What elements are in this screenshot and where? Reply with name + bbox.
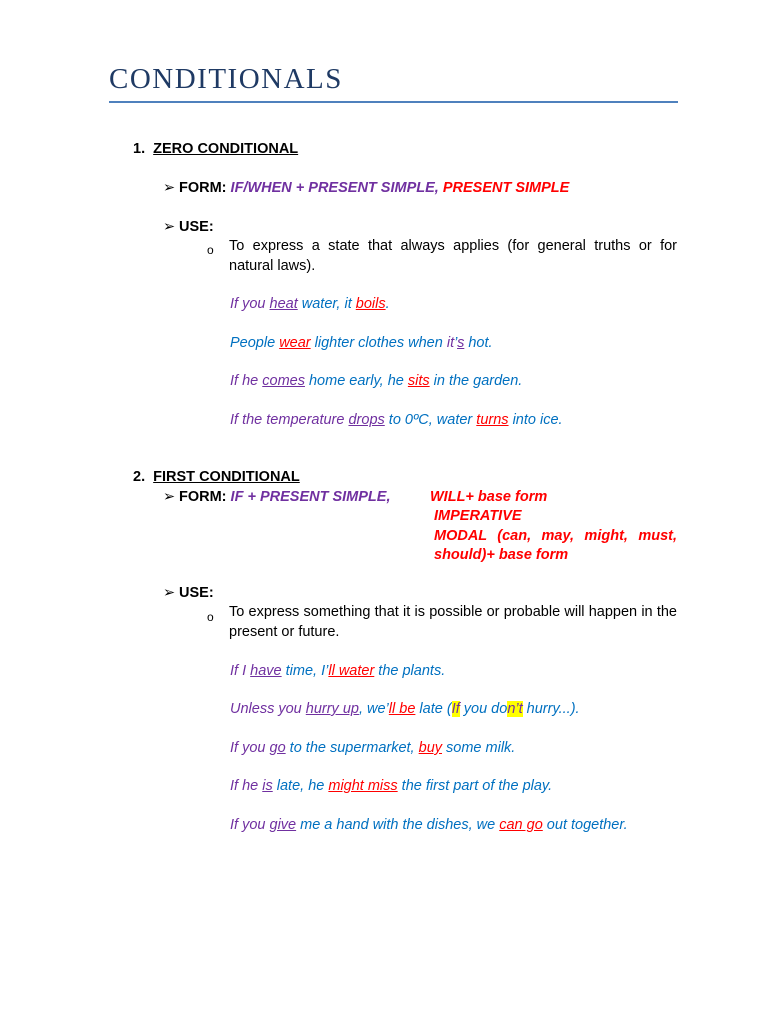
verb-highlight: have	[250, 663, 282, 679]
sentence-fragment: ’	[454, 335, 458, 351]
verb-highlight: comes	[262, 373, 305, 389]
example-sentence	[230, 739, 515, 757]
sentence-fragment: to 0ºC, water	[384, 412, 477, 428]
example-sentence	[230, 334, 493, 352]
arrow-bullet-icon: ➢	[163, 489, 176, 505]
form-result: PRESENT SIMPLE	[442, 180, 570, 196]
example-sentence	[230, 816, 628, 834]
title-divider	[109, 101, 678, 103]
form-condition: IF/WHEN + PRESENT SIMPLE,	[230, 180, 439, 196]
arrow-bullet-icon: ➢	[163, 219, 176, 235]
sentence-fragment: me a hand with the dishes, we	[296, 817, 500, 833]
sentence-fragment: water, it	[297, 296, 356, 312]
verb-highlight: might miss	[328, 778, 398, 794]
sentence-fragment: time, I’	[281, 663, 329, 679]
sentence-fragment: Unless you	[230, 701, 306, 717]
arrow-bullet-icon: ➢	[163, 180, 176, 196]
verb-highlight: heat	[269, 296, 298, 312]
use-description: To express a state that always applies (for general truths or for natural laws).	[229, 238, 677, 274]
sentence-fragment: late, he	[272, 778, 329, 794]
sentence-fragment: People	[230, 335, 280, 351]
sentence-fragment: .	[385, 296, 390, 312]
verb-highlight: ll be	[388, 701, 416, 717]
sentence-fragment: it	[446, 335, 455, 351]
verb-highlight: buy	[418, 740, 443, 756]
section-number: 1.	[133, 141, 146, 157]
sentence-fragment: n’t	[507, 701, 523, 717]
sentence-fragment: you do	[459, 701, 508, 717]
verb-highlight: boils	[355, 296, 386, 312]
verb-highlight: s	[457, 335, 465, 351]
use-line	[163, 218, 214, 236]
form-condition: IF + PRESENT SIMPLE,	[230, 489, 391, 505]
sentence-fragment: hurry...).	[522, 701, 580, 717]
section-title: ZERO CONDITIONAL	[153, 141, 299, 157]
use-label: USE:	[179, 585, 214, 601]
verb-highlight: is	[262, 778, 273, 794]
sentence-fragment: If the temperature	[230, 412, 349, 428]
sentence-fragment: If you	[230, 296, 270, 312]
form-result-will: WILL+ base form	[430, 489, 548, 505]
sentence-fragment: If	[451, 701, 460, 717]
sentence-fragment: the plants.	[374, 663, 446, 679]
sentence-fragment: hot.	[464, 335, 493, 351]
form-result-modal: MODAL (can, may, might, must,	[434, 528, 677, 544]
sentence-fragment: If you	[230, 817, 270, 833]
sentence-fragment: If he	[230, 373, 263, 389]
verb-highlight: hurry up	[305, 701, 359, 717]
verb-highlight: drops	[348, 412, 385, 428]
example-sentence	[230, 372, 522, 390]
form-result-modal-cont: should)+ base form	[434, 547, 569, 563]
section-title: FIRST CONDITIONAL	[153, 469, 300, 485]
sentence-fragment: home early, he	[304, 373, 408, 389]
form-result-imperative: IMPERATIVE	[434, 508, 522, 524]
form-label: FORM:	[179, 489, 227, 505]
section-heading-first-conditional	[133, 468, 300, 486]
example-sentence	[230, 777, 552, 795]
example-sentence	[230, 411, 563, 429]
arrow-bullet-icon: ➢	[163, 585, 176, 601]
page-title: CONDITIONALS	[109, 63, 343, 95]
form-label: FORM:	[179, 180, 227, 196]
section-number: 2.	[133, 469, 146, 485]
sentence-fragment: some milk.	[442, 740, 516, 756]
sentence-fragment: in the garden.	[429, 373, 523, 389]
section-heading-zero-conditional	[133, 140, 298, 158]
sentence-fragment: lighter clothes when	[310, 335, 447, 351]
verb-highlight: sits	[407, 373, 430, 389]
use-line	[163, 584, 214, 602]
sentence-fragment: out together.	[542, 817, 628, 833]
sentence-fragment: late (	[415, 701, 452, 717]
example-sentence	[230, 700, 580, 718]
example-sentence	[230, 295, 390, 313]
sentence-fragment: to the supermarket,	[285, 740, 419, 756]
sentence-fragment: If you	[230, 740, 270, 756]
sentence-fragment: the first part of the play.	[397, 778, 553, 794]
form-line	[163, 488, 390, 506]
verb-highlight: go	[269, 740, 286, 756]
form-line	[163, 179, 569, 197]
sentence-fragment: If I	[230, 663, 251, 679]
verb-highlight: ll water	[328, 663, 375, 679]
sentence-fragment: , we’	[358, 701, 389, 717]
sentence-fragment: into ice.	[508, 412, 563, 428]
use-description: To express something that it is possible or probable will happen in the present or future.	[229, 604, 677, 640]
circle-bullet-icon: o	[207, 243, 214, 257]
use-label: USE:	[179, 219, 214, 235]
sentence-fragment: If he	[230, 778, 263, 794]
example-sentence	[230, 662, 445, 680]
verb-highlight: give	[269, 817, 297, 833]
verb-highlight: wear	[279, 335, 311, 351]
verb-highlight: turns	[476, 412, 509, 428]
verb-highlight: can go	[499, 817, 543, 833]
circle-bullet-icon: o	[207, 610, 214, 624]
